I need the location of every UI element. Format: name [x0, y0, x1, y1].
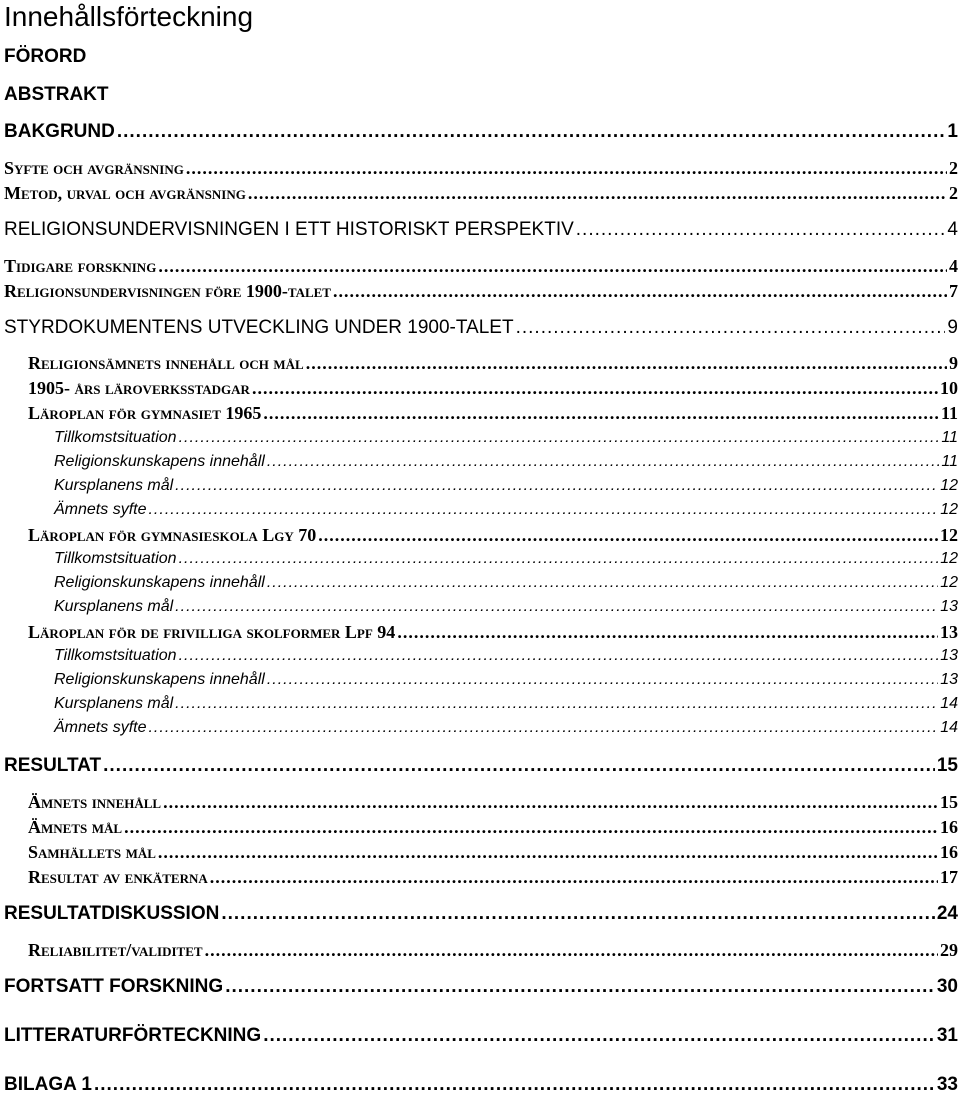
toc-page-number: 15	[940, 792, 958, 812]
dot-leader	[117, 121, 946, 143]
dot-leader	[248, 183, 947, 204]
toc-page-number: 31	[936, 1025, 958, 1046]
toc-entry-lpf-94[interactable]	[28, 622, 958, 643]
toc-page-number: 13	[940, 622, 958, 642]
toc-entry-amnets-innehall[interactable]	[28, 792, 958, 813]
toc-entry-label: Religionskunskapens innehåll	[54, 574, 265, 591]
toc-entry-label: Metod, urval och avgränsning	[4, 183, 246, 203]
toc-entry-syfte-3[interactable]	[54, 719, 958, 737]
dot-leader	[333, 281, 947, 302]
toc-entry-label: Ämnets syfte	[54, 719, 147, 736]
toc-entry-mal-1[interactable]	[54, 477, 958, 495]
toc-page-number: 15	[936, 755, 958, 776]
dot-leader	[263, 403, 939, 424]
toc-entry-label: Reliabilitet/validitet	[28, 940, 203, 960]
toc-page-number: 13	[940, 647, 958, 664]
toc-entry-bakgrund[interactable]	[4, 121, 958, 143]
page-title: Innehållsförteckning	[4, 1, 254, 32]
toc-entry-bilaga-1[interactable]	[4, 1074, 958, 1096]
toc-entry-mal-2[interactable]	[54, 598, 958, 616]
toc-entry-label: Läroplan för gymnasiet 1965	[28, 403, 262, 423]
toc-entry-amnets-mal[interactable]	[28, 817, 958, 838]
toc-entry-label: Religionskunskapens innehåll	[54, 453, 265, 470]
dot-leader	[516, 317, 946, 339]
dot-leader	[186, 158, 947, 179]
dot-leader	[158, 842, 938, 863]
dot-leader	[318, 525, 938, 546]
toc-entry-label: RESULTATDISKUSSION	[4, 903, 220, 924]
toc-entry-label: STYRDOKUMENTENS UTVECKLING UNDER 1900-TALET	[4, 317, 514, 338]
toc-entry-label: 1905- års läroverksstadgar	[28, 378, 250, 398]
toc-entry-label: Kursplanens mål	[54, 695, 174, 712]
dot-leader	[179, 647, 939, 665]
toc-entry-reliabilitet[interactable]	[28, 940, 958, 961]
dot-leader	[148, 719, 938, 737]
toc-entry-label: Ämnets innehåll	[28, 792, 162, 812]
toc-entry-tidigare-forskning[interactable]	[4, 256, 958, 277]
toc-entry-tillkomst-3[interactable]	[54, 647, 958, 665]
toc-entry-label: Religionsundervisningen före 1900-talet	[4, 281, 331, 301]
toc-entry-fortsatt-forskning[interactable]	[4, 976, 958, 998]
toc-page-number: 12	[940, 574, 958, 591]
toc-page-number: 13	[940, 671, 958, 688]
toc-page-number: 7	[949, 281, 958, 301]
toc-entry-label: RELIGIONSUNDERVISNINGEN I ETT HISTORISKT PERSPEKTIV	[4, 219, 574, 240]
toc-entry-label: Kursplanens mål	[54, 477, 174, 494]
toc-page-number: 11	[940, 403, 958, 423]
toc-page-number: 16	[940, 842, 958, 862]
toc-page-number: 11	[941, 453, 958, 470]
toc-entry-label: Religionsämnets innehåll och mål	[28, 353, 304, 373]
toc-page-number: 4	[949, 256, 958, 276]
dot-leader	[225, 976, 935, 998]
toc-entry-label: Samhällets mål	[28, 842, 156, 862]
dot-leader	[210, 867, 938, 888]
dot-leader	[205, 940, 938, 961]
toc-entry-label: Religionskunskapens innehåll	[54, 671, 265, 688]
dot-leader	[252, 378, 938, 399]
dot-leader	[158, 256, 947, 277]
toc-page-number: 12	[940, 501, 958, 518]
dot-leader	[576, 219, 946, 241]
toc-entry-lpo-1965[interactable]	[28, 403, 958, 424]
toc-entry-label: Ämnets mål	[28, 817, 123, 837]
toc-entry-abstrakt[interactable]	[4, 84, 958, 106]
dot-leader	[179, 550, 939, 568]
toc-entry-tillkomst-2[interactable]	[54, 550, 958, 568]
dot-leader	[175, 598, 938, 616]
toc-entry-label: FÖRORD	[4, 46, 87, 67]
toc-page-number: 30	[936, 976, 958, 997]
toc-entry-samhallets-mal[interactable]	[28, 842, 958, 863]
toc-entry-label: ABSTRAKT	[4, 84, 109, 105]
toc-entry-label: FORTSATT FORSKNING	[4, 976, 224, 997]
toc-entry-resultatdiskussion[interactable]	[4, 903, 958, 925]
toc-entry-religionsamnets[interactable]	[28, 353, 958, 374]
toc-entry-syfte-1[interactable]	[54, 501, 958, 519]
toc-entry-label: Tillkomstsituation	[54, 550, 177, 567]
dot-leader	[124, 817, 938, 838]
toc-entry-tillkomst-1[interactable]	[54, 429, 958, 447]
toc-page-number: 2	[949, 183, 958, 203]
toc-entry-1905[interactable]	[28, 378, 958, 399]
toc-page-number: 12	[940, 525, 958, 545]
toc-page-number: 16	[940, 817, 958, 837]
toc-page-number: 10	[940, 378, 958, 398]
toc-entry-label: Läroplan för de frivilliga skolformer Lpf 94	[28, 622, 396, 642]
toc-page-number: 17	[940, 867, 958, 887]
toc-entry-label: Tillkomstsituation	[54, 429, 177, 446]
dot-leader	[103, 755, 935, 777]
toc-entry-resultat[interactable]	[4, 755, 958, 777]
dot-leader	[221, 903, 935, 925]
toc-entry-label: Syfte och avgränsning	[4, 158, 184, 178]
toc-entry-innehall-1[interactable]	[54, 453, 958, 471]
toc-entry-styrdokumenten[interactable]	[4, 317, 958, 339]
toc-entry-label: Resultat av enkäterna	[28, 867, 208, 887]
toc-page-number: 14	[940, 695, 958, 712]
dot-leader	[179, 429, 940, 447]
toc-entry-innehall-2[interactable]	[54, 574, 958, 592]
toc-entry-fore-1900[interactable]	[4, 281, 958, 302]
toc-page-number: 1	[947, 121, 958, 142]
toc-entry-label: RESULTAT	[4, 755, 102, 776]
toc-entry-metod[interactable]	[4, 183, 958, 204]
toc-entry-label: Tidigare forskning	[4, 256, 157, 276]
toc-entry-label: Tillkomstsituation	[54, 647, 177, 664]
dot-leader	[306, 353, 947, 374]
toc-entry-litteraturforteckning[interactable]	[4, 1025, 958, 1047]
toc-entry-enkaterna[interactable]	[28, 867, 958, 888]
toc-entry-syfte[interactable]	[4, 158, 958, 179]
toc-page-number: 9	[947, 317, 958, 338]
toc-page-number: 24	[936, 903, 958, 924]
toc-entry-label: Kursplanens mål	[54, 598, 174, 615]
toc-entry-forord[interactable]	[4, 46, 958, 68]
toc-page-number: 12	[940, 477, 958, 494]
toc-entry-religionsundervisningen[interactable]	[4, 219, 958, 241]
dot-leader	[397, 622, 938, 643]
dot-leader	[267, 453, 940, 471]
dot-leader	[175, 477, 938, 495]
dot-leader	[267, 671, 938, 689]
toc-page-number: 29	[940, 940, 958, 960]
toc-entry-label: BILAGA 1	[4, 1074, 92, 1095]
toc-entry-label: BAKGRUND	[4, 121, 115, 142]
toc-entry-mal-3[interactable]	[54, 695, 958, 713]
dot-leader	[175, 695, 938, 713]
toc-entry-label: Ämnets syfte	[54, 501, 147, 518]
dot-leader	[148, 501, 938, 519]
dot-leader	[163, 792, 938, 813]
toc-entry-label: Läroplan för gymnasieskola Lgy 70	[28, 525, 317, 545]
dot-leader	[94, 1074, 935, 1096]
dot-leader	[267, 574, 938, 592]
toc-page-number: 11	[941, 429, 958, 446]
toc-entry-lgy-70[interactable]	[28, 525, 958, 546]
toc-page-number: 14	[940, 719, 958, 736]
toc-page-number: 2	[949, 158, 958, 178]
toc-page-number: 12	[940, 550, 958, 567]
toc-page-number: 33	[936, 1074, 958, 1095]
toc-page-number: 9	[949, 353, 958, 373]
dot-leader	[263, 1025, 935, 1047]
toc-entry-label: LITTERATURFÖRTECKNING	[4, 1025, 262, 1046]
toc-entry-innehall-3[interactable]	[54, 671, 958, 689]
toc-page-number: 4	[947, 219, 958, 240]
toc-page-number: 13	[940, 598, 958, 615]
